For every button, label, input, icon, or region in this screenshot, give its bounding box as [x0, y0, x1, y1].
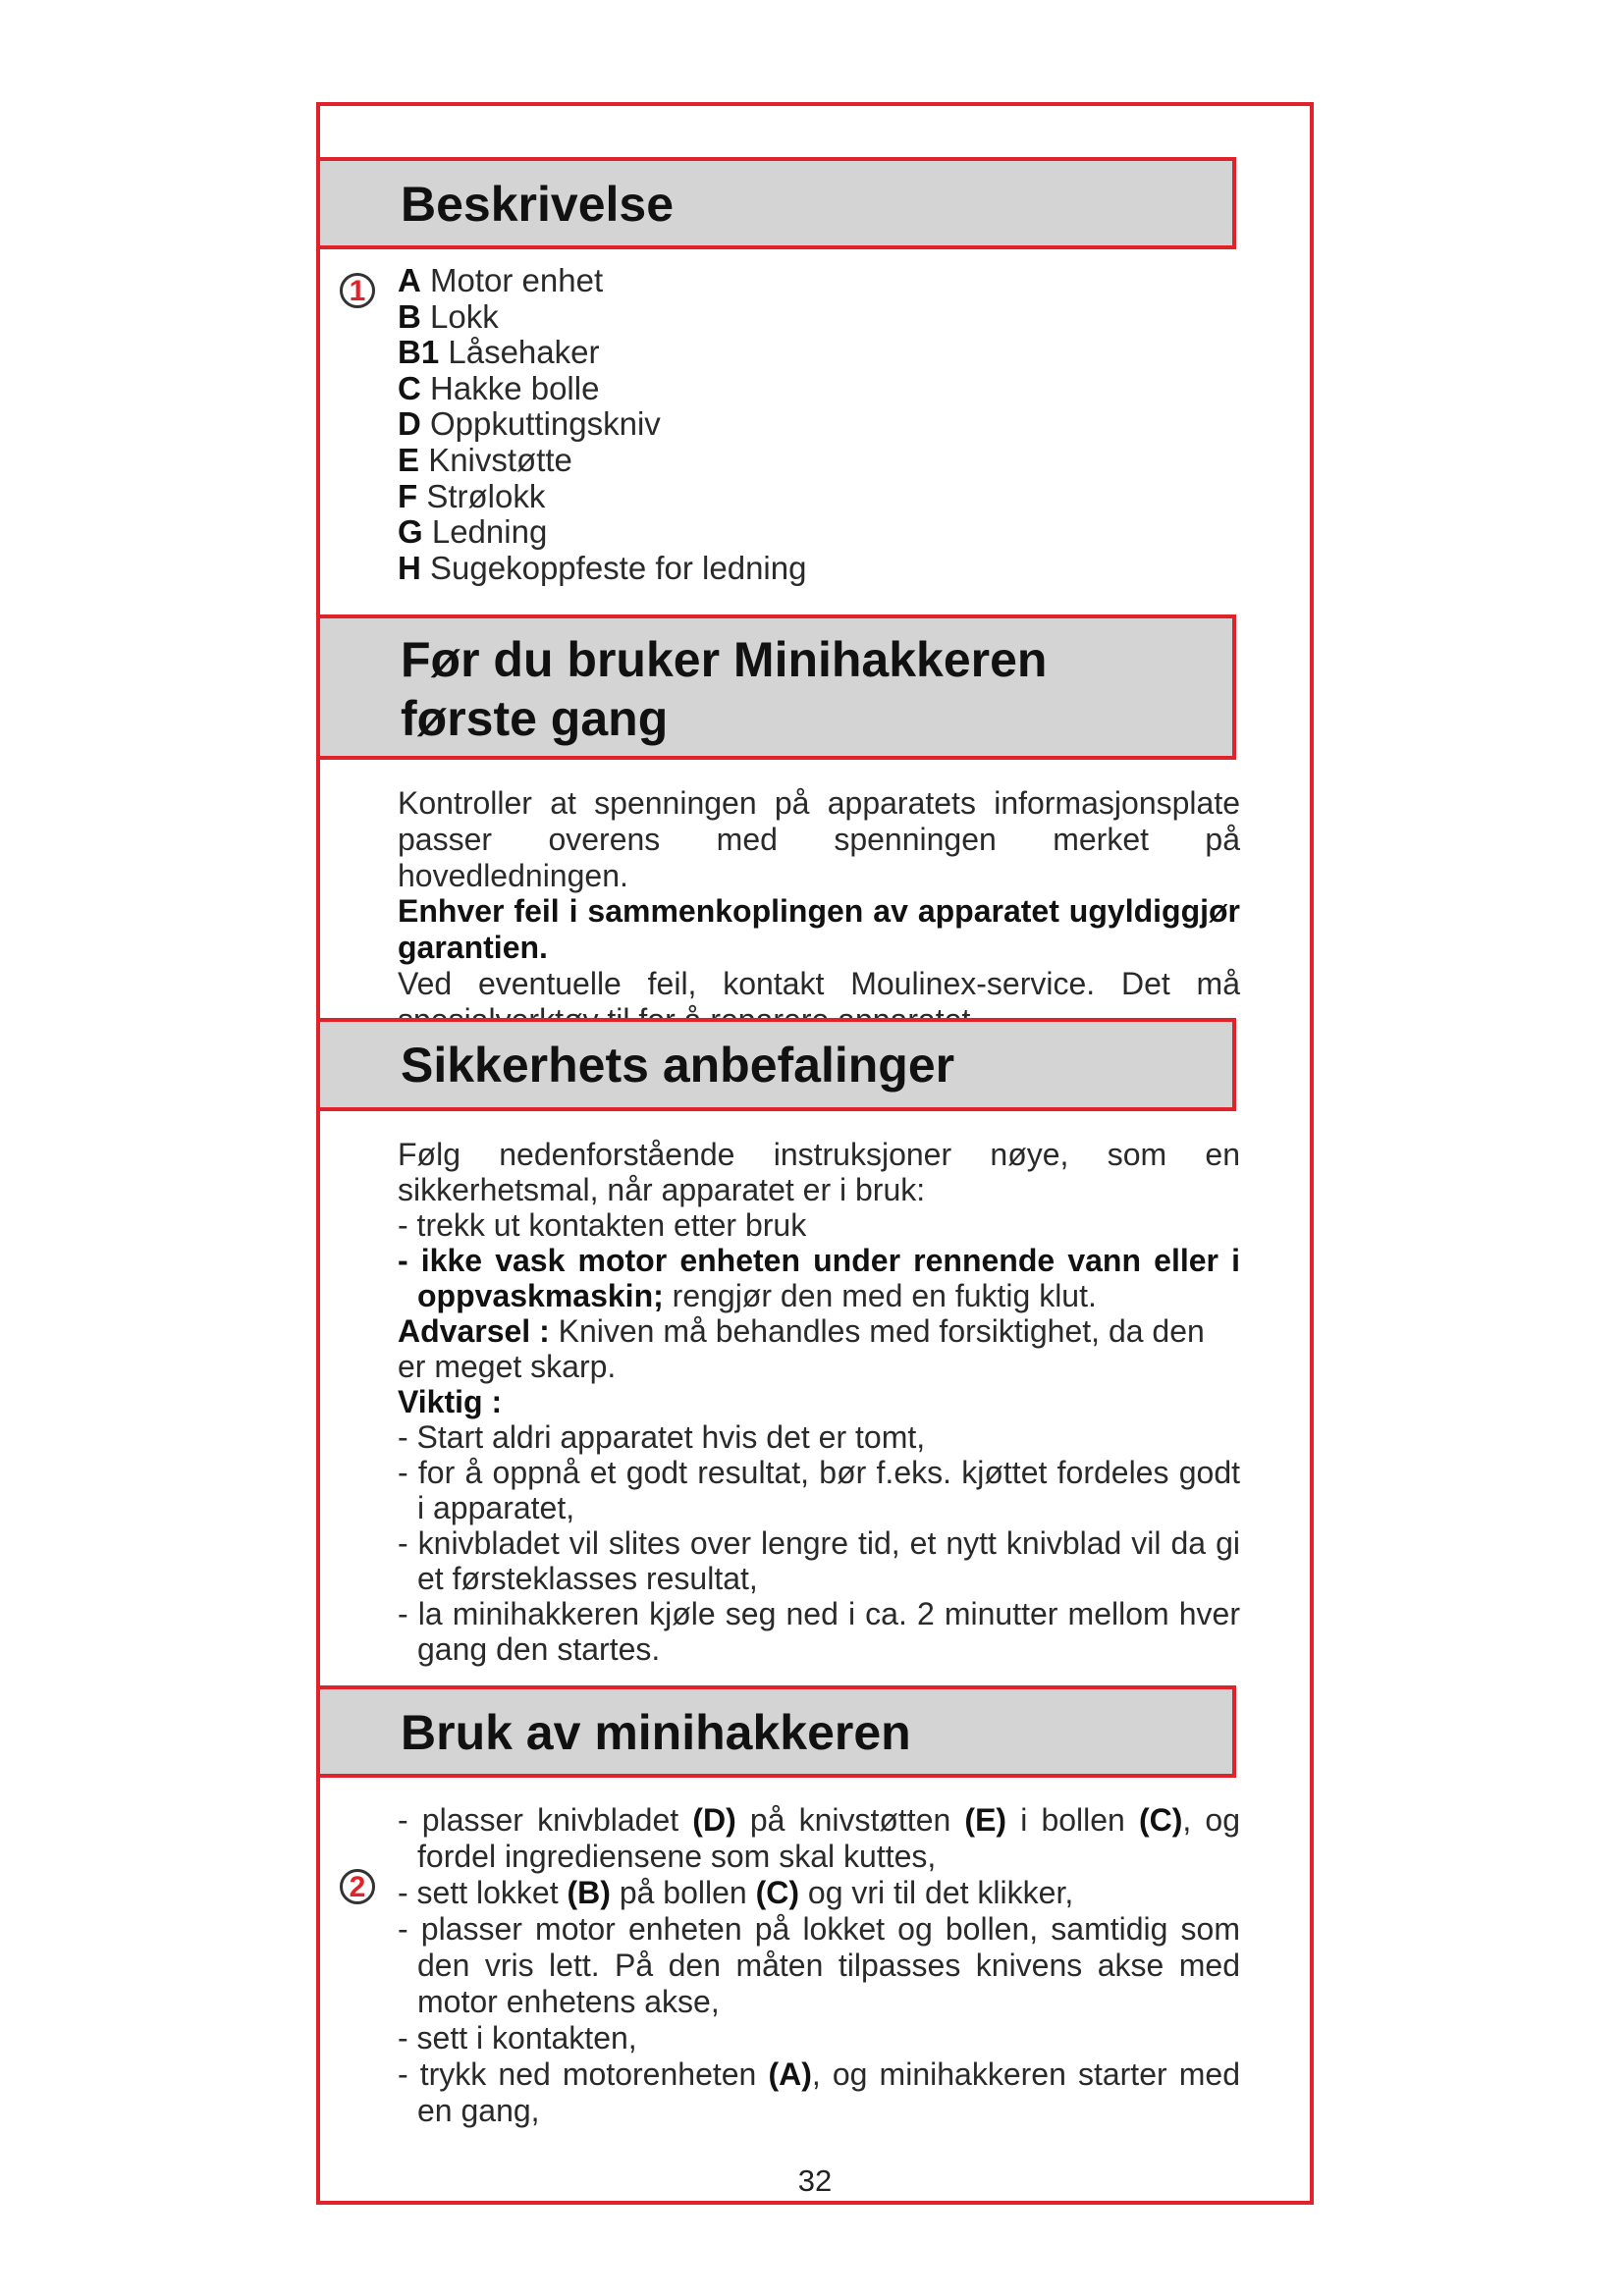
- safety-intro: Følg nedenforstående instruksjoner nøye, som en sikkerhetsmal, når apparatet er i bruk:: [398, 1137, 1240, 1207]
- important-item: - knivbladet vil slites over lengre tid, et nytt knivblad vil da gi et førsteklasses resultat,: [398, 1525, 1240, 1596]
- legend-item: F Strølokk: [398, 477, 546, 514]
- parts-legend: [398, 263, 806, 586]
- usage-step: - trykk ned motorenheten (A), og minihakkeren starter med en gang,: [398, 2056, 1240, 2128]
- important-item: - Start aldri apparatet hvis det er tomt,: [398, 1419, 926, 1455]
- legend-item: B Lokk: [398, 297, 499, 335]
- section-title-safety: Sikkerhets anbefalinger: [401, 1038, 955, 1093]
- important-item: - for å oppnå et godt resultat, bør f.eks. kjøttet fordeles godt i apparatet,: [398, 1455, 1240, 1525]
- important-item: - la minihakkeren kjøle seg ned i ca. 2 minutter mellom hver gang den startes.: [398, 1596, 1240, 1667]
- usage-step: - sett lokket (B) på bollen (C) og vri til det klikker,: [398, 1875, 1074, 1910]
- warranty-warning: Enhver feil i sammenkoplingen av apparatet ugyldiggjør garantien.: [398, 893, 1240, 965]
- legend-item: G Ledning: [398, 513, 548, 551]
- section-title-before-use-line2: første gang: [401, 691, 669, 746]
- voltage-check-paragraph: Kontroller at spenningen på apparatets informasjonsplate passer overens med spenningen merket på hovedledningen.: [398, 785, 1240, 893]
- legend-item: H Sugekoppfeste for ledning: [398, 549, 807, 586]
- before-use-text: [398, 785, 1240, 1039]
- legend-item: E Knivstøtte: [398, 441, 572, 478]
- legend-item: A Motor enhet: [398, 262, 604, 298]
- usage-step: - sett i kontakten,: [398, 2020, 637, 2056]
- legend-item: C Hakke bolle: [398, 369, 600, 406]
- safety-text: [398, 1137, 1240, 1667]
- section-header-description: [316, 157, 1236, 249]
- important-label: Viktig :: [398, 1384, 503, 1419]
- usage-steps: [398, 1802, 1240, 2129]
- legend-item: B1 Låsehaker: [398, 334, 600, 371]
- legend-item: D Oppkuttingskniv: [398, 405, 661, 443]
- figure-marker-1: 1: [340, 273, 375, 308]
- section-title-before-use-line1: Før du bruker Minihakkeren: [401, 632, 1048, 687]
- page-number: 32: [797, 2163, 833, 2198]
- section-header-before-use: [316, 614, 1236, 760]
- service-paragraph: Ved eventuelle feil, kontakt Moulinex-service. Det må: [398, 966, 1240, 1001]
- section-title-description: Beskrivelse: [401, 177, 675, 232]
- safety-item: - trekk ut kontakten etter bruk: [398, 1207, 807, 1243]
- figure-marker-2: 2: [340, 1869, 375, 1904]
- section-header-usage: [316, 1685, 1236, 1778]
- usage-step: - plasser motor enheten på lokket og bollen, samtidig som den vris lett. På den måten tilpasses knivens akse med motor enhetens akse,: [398, 1911, 1240, 2019]
- usage-step: - plasser knivbladet (D) på knivstøtten (E) i bollen (C), og fordel ingrediensene som skal kuttes,: [398, 1802, 1241, 1874]
- section-header-safety: [316, 1018, 1236, 1111]
- section-title-usage: Bruk av minihakkeren: [401, 1705, 911, 1760]
- safety-item: - ikke vask motor enheten under rennende vann eller i oppvaskmaskin; rengjør den med en fuktig klut.: [398, 1243, 1240, 1313]
- warning-paragraph: Advarsel : Kniven må behandles med forsiktighet, da den er meget skarp.: [398, 1313, 1205, 1384]
